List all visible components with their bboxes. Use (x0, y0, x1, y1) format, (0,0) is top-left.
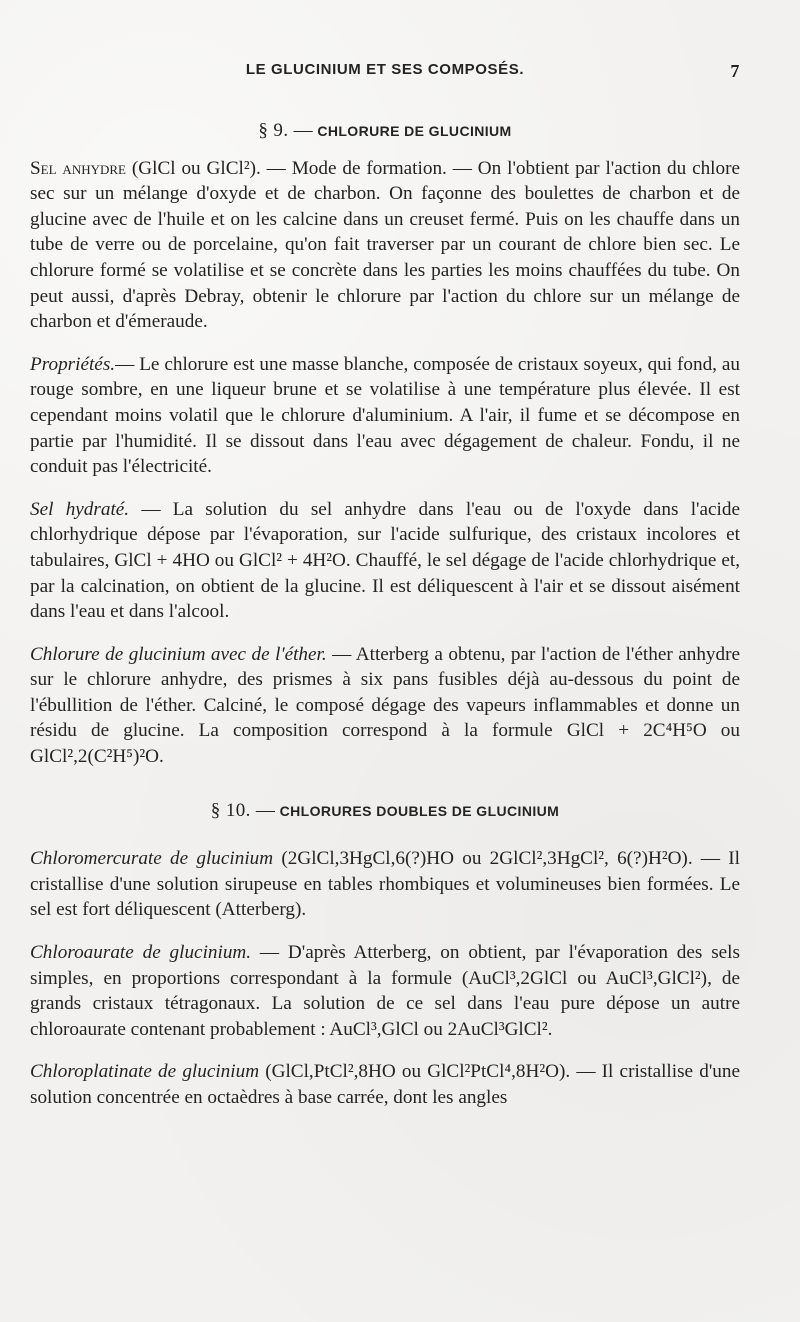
paragraph-chloroaurate (30, 940, 740, 1042)
paragraph-lead: Chlorure de glucinium avec de l'éther. (30, 643, 327, 665)
paragraph-chloroplatinate (30, 1059, 740, 1110)
paragraph-text: — Le chlorure est une masse blanche, composée de cristaux soyeux, qui fond, au rouge sombre, en une liqueur brune et se volatilise à une température plus élevée. Il est cependant moins volatil que le chlorure d'aluminium. A l'air, il fume et se décompose en partie par l'humidité. Il se dissout dans l'eau avec dégagement de chaleur. Fondu, il ne conduit pas l'électricité. (30, 353, 740, 478)
paragraph-text: — D'après Atterberg, on obtient, par l'évaporation des sels simples, en proportions correspondant à la formule (AuCl³,2GlCl ou AuCl³,GlCl²), de grands cristaux tétragonaux. La solution de ce sel dans l'eau pure dépose un autre chloroaurate contenant probablement : AuCl³,GlCl ou 2AuCl³GlCl². (30, 942, 740, 1040)
paragraph-lead: Sel hydraté. (30, 498, 130, 520)
paragraph-lead: Chloromercurate de glucinium (30, 848, 274, 870)
running-title: LE GLUCINIUM ET SES COMPOSÉS. (245, 61, 525, 78)
paragraph-text: (GlCl,PtCl²,8HO ou GlCl²PtCl⁴,8H²O). — Il cristallise d'une solution concentrée en octaèdres à base carrée, dont les angles (30, 1061, 740, 1108)
paragraph-text: (2GlCl,3HgCl,6(?)HO ou 2GlCl²,3HgCl², 6(?)H²O). — Il cristallise d'une solution sirupeuse en tables rhombiques et volumineuses bien formées. Le sel est fort déliquescent (Atterberg). (30, 848, 740, 921)
paragraph-text: — La solution du sel anhydre dans l'eau ou de l'oxyde dans l'acide chlorhydrique dépose par l'évaporation, sur l'acide sulfurique, des cristaux incolores et tabulaires, GlCl + 4HO ou GlCl² + 4H²O. Chauffé, le sel dégage de l'acide chlorhydrique et, par la calcination, on obtient de la glucine. Il est déliquescent à l'air et se dissout aisément dans l'eau et dans l'alcool. (30, 498, 740, 623)
paragraph-sel-anhydre (30, 156, 740, 335)
paragraph-text: — Atterberg a obtenu, par l'action de l'éther anhydre sur le chlorure anhydre, des prismes à six pans fusibles déjà au-dessous du point de l'ébullition de l'éther. Calciné, le composé dégage des vapeurs inflammables et donne un résidu de glucine. La composition correspond à la formule GlCl + 2C⁴H⁵O ou GlCl²,2(C²H⁵)²O. (30, 643, 741, 768)
paragraph-chlorure-ether (30, 642, 740, 770)
paragraph-text: (GlCl ou GlCl²). — Mode de formation. — On l'obtient par l'action du chlore sec sur un mélange d'oxyde et de charbon. On façonne des boulettes de charbon et de glucine avec de l'huile et on les calcine dans un creuset fermé. Puis on les chauffe dans un tube de verre ou de porcelaine, qu'on fait traverser par un courant de chlore bien sec. Le chlorure formé se volatilise et se concrète dans les parties les moins chauffées du tube. On peut aussi, d'après Debray, obtenir le chlorure par l'action du chlore sur un mélange de charbon et d'émeraude. (30, 157, 741, 333)
section-title: CHLORURE DE GLUCINIUM (317, 123, 512, 139)
paragraph-chloromercurate (30, 846, 740, 923)
page-number: 7 (730, 61, 740, 81)
section-number: § 10. — (210, 799, 276, 821)
paragraph-proprietes (30, 352, 740, 480)
section-heading-9 (30, 118, 740, 145)
paragraph-sel-hydrate (30, 497, 740, 625)
section-heading-10 (30, 798, 740, 825)
page-body (30, 118, 740, 1128)
section-number: § 9. — (258, 120, 314, 141)
paragraph-lead: Sel anhydre (30, 157, 126, 179)
section-title: CHLORURES DOUBLES DE GLUCINIUM (279, 802, 560, 819)
paragraph-lead: Chloroaurate de glucinium. (30, 942, 252, 964)
paragraph-lead: Propriétés. (30, 353, 116, 375)
running-header (30, 58, 740, 86)
paragraph-lead: Chloroplatinate de glucinium (30, 1061, 260, 1083)
